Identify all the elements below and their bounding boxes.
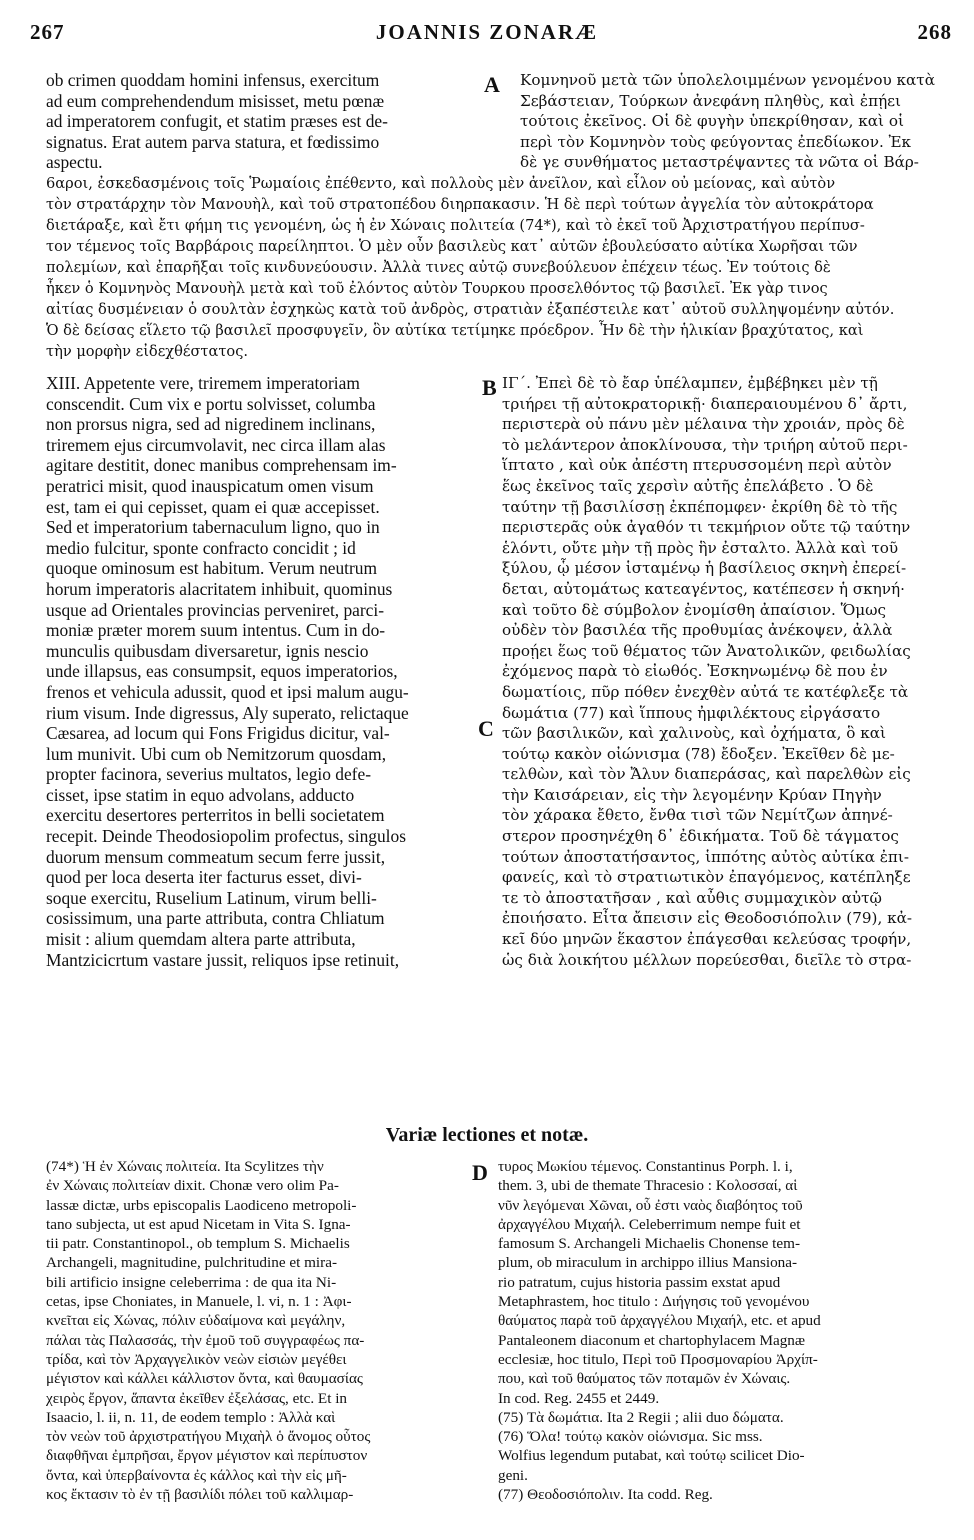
latin-line: agitare destitit, donec manibus comprehensam im-	[46, 455, 397, 476]
greek-line: οὐδὲν τὸν βασιλέα τῆς προθυμίας ἀνέκοψεν, ἀλλὰ	[502, 621, 893, 640]
greek-line: 6αροι, ἐσκεδασμένοις τοῖς Ῥωμαίοις ἐπέθεντο, καὶ πολλοὺς μὲν ἀνεῖλον, καὶ εἷλον οὐ μείονας, καὶ αὐτὸν	[46, 175, 836, 192]
latin-line: Cæsarea, ad locum qui Fons Frigidus dicitur, val-	[46, 723, 390, 744]
latin-column-b	[46, 373, 476, 970]
greek-line: τὸν χάρακα ἔθετο, ἔνθα τισὶ τῶν Νεμίτζων ἀπηνέ-	[502, 806, 893, 825]
latin-line: munculis quibusdam diversaretur, ignis nescio	[46, 640, 369, 661]
greek-line: τῶν βασιλικῶν, καὶ χαλινοὺς, καὶ ὀχήματα, ὃ καὶ	[502, 724, 886, 743]
note-line: tii patr. Constantinopol., ob templum S. Michaelis	[46, 1235, 350, 1253]
notes-left-column	[46, 1157, 466, 1504]
note-line: geni.	[498, 1466, 528, 1484]
latin-line: moniæ præter morem suum intentus. Cum in do-	[46, 620, 386, 641]
note-line: ecclesiæ, hoc titulo, Περὶ τοῦ Προσμοναρίου Ἀρχίπ-	[498, 1350, 818, 1368]
note-line: rio patratum, cujus historia passim exstat apud	[498, 1273, 781, 1291]
note-line: Isaacio, l. ii, n. 11, de eodem templo : Ἀλλὰ καὶ	[46, 1408, 336, 1426]
greek-full-width-text	[46, 173, 960, 362]
greek-line: ὡς διὰ λοικήτου μέλλων πορεύεσθαι, διεῖλε τὸ στρα-	[502, 950, 912, 969]
latin-line: non prorsus nigra, sed ad nigredinem inclinans,	[46, 414, 376, 435]
note-line: plum, ob miraculum in archippo illius Mansiona-	[498, 1254, 798, 1272]
latin-line: Sed et imperatorium tabernaculum ligno, quo in	[46, 517, 380, 538]
latin-line: cosissimum, una parte attributa, contra Chliatum	[46, 908, 385, 929]
greek-line: Σεβάστειαν, Τούρκων ἀνεφάνη πληθὺς, καὶ ἐπῄει	[520, 91, 901, 110]
section-marker-c: C	[478, 716, 494, 741]
latin-line: ob crimen quoddam homini infensus, exercitum	[46, 70, 380, 90]
note-line: Metaphrastem, hoc titulo : Διήγησις τοῦ γενομένου	[498, 1293, 810, 1311]
note-line: Pantaleonem diaconum et chartophylacem Magnæ	[498, 1331, 806, 1349]
latin-line: frenos et vehicula adussit, quod et ipsi malum augu-	[46, 681, 409, 702]
greek-line: τριήρει τῇ αὐτοκρατορικῇ· διαπεραιουμένου δ᾽ ἄρτι,	[502, 394, 908, 413]
greek-column-a	[520, 70, 960, 173]
section-marker-a: A	[484, 72, 500, 97]
left-page-number: 267	[30, 20, 65, 44]
greek-line: τελθὼν, καὶ τὸν Ἄλυν διαπεράσας, καὶ παρελθὼν εἰς	[502, 765, 911, 784]
section-marker-b: B	[482, 375, 497, 400]
greek-line: πολεμίων, καὶ ἐπαρῆξαι τοῖς κινδυνεύουσιν. Ἀλλὰ τινες αὐτῷ συνεβούλευον ἐπέχειν τέως. Ἐν τούτοις δὲ	[46, 259, 831, 276]
greek-line: Κομνηνοῦ μετὰ τῶν ὑπολελοιμμένων γενομένου κατὰ	[520, 71, 935, 89]
latin-line: lum munivit. Ubi cum ob Nemitzorum quosdam,	[46, 743, 387, 764]
latin-line: aspectu.	[46, 152, 103, 173]
note-line: cetas, ipse Choniates, in Manuele, l. vi, n. 1 : Ἀφι-	[46, 1293, 352, 1311]
greek-line: διετάραξε, καὶ ἔτι φήμη τις γενομένη, ὡς ἡ ἐν Χώναις πολιτεία (74*), καὶ τὸ ἐκεῖ τοῦ Ἀρχιστρατήγου περίπυσ-	[46, 217, 865, 234]
latin-line: est, tam ei qui cepisset, quam ei quæ accepisset.	[46, 496, 380, 517]
latin-line: propter facinora, severius multatos, legio defe-	[46, 764, 371, 785]
latin-line: XIII. Appetente vere, triremem imperatoriam	[46, 373, 360, 393]
note-line: κνεῖται εἰς Χώνας, πόλιν εὐδαίμονα καὶ μεγάλην,	[46, 1312, 346, 1330]
latin-line: exercitu desertores perterritos in belli societatem	[46, 805, 385, 826]
latin-line: rium visum. Inde digressus, Aly superato, relictaque	[46, 702, 409, 723]
latin-line: ad imperatorem confugit, et statim præses est de-	[46, 111, 388, 132]
latin-line: cisset, ipse statim in equo advolans, adducto	[46, 784, 355, 805]
latin-line: quoque ominosum est habitum. Verum neutrum	[46, 558, 378, 579]
greek-line: κεῖ δύο μηνῶν ἕκαστον ἐπάγεσθαι κελεύσας τροφήν,	[502, 930, 912, 949]
greek-line: προῄει ἕως τοῦ θέματος τῶν Ἀνατολικῶν, φειδωλίας	[502, 641, 911, 660]
note-line: χειρὸς ἔργον, ἅπαντα ἐκεῖθεν ἐξελάσας, etc. Et in	[46, 1389, 348, 1407]
greek-line: Ὁ δὲ δείσας εἵλετο τῷ βασιλεῖ προσφυγεῖν, ὃν αὐτίκα τετίμηκε πρόεδρον. Ἦν δὲ τὴν ἡλικίαν βραχύτατος, καὶ	[46, 322, 864, 339]
greek-line: τὴν Καισάρειαν, εἰς τὴν λεγομένην Κρύαν Πηγὴν	[502, 785, 882, 804]
greek-line: αἰτίας δυσμένειαν ὁ σουλτὰν ἐσχηκὼς κατὰ τοῦ ἀνδρὸς, στρατιὰν ἐξαπέστειλε κατ᾽ αὐτοῦ συλληψομένην αὐτόν.	[46, 301, 895, 318]
latin-line: conscendit. Cum vix e portu solvisset, columba	[46, 393, 376, 414]
greek-line: ἧκεν ὁ Κομνηνὸς Μανουὴλ μετὰ καὶ τοῦ ἐλόντος αὐτὸν Τουρκου προσελθόντος τῷ βασιλεῖ. Ἐκ γὰρ τινος	[46, 280, 828, 297]
section-marker-d: D	[472, 1160, 488, 1185]
latin-column-a	[46, 70, 476, 173]
greek-column-b	[502, 373, 960, 970]
greek-line: περιστερᾶς οὐκ ἀγαθόν τι τεκμήριον οὔτε τῷ ταύτην	[502, 518, 911, 537]
notes-right-column	[498, 1157, 960, 1504]
greek-line: τούτῳ κακὸν οἰώνισμα (78) ἔδοξεν. Ἐκεῖθεν δὲ με-	[502, 744, 895, 763]
latin-line: Mantzicicrtum vastare jussit, reliquos ipse retinuit,	[46, 949, 400, 970]
note-line: tano subjecta, ut est apud Nicetam in Vita S. Igna-	[46, 1215, 351, 1233]
note-line: που, καὶ τοῦ θαύματος τῶν ποταμῶν ἐν Χώναις.	[498, 1370, 791, 1388]
greek-line: τε τὸ ἀποστατῆσαν , καὶ αὖθις συμμαχικὸν αὐτῷ	[502, 888, 882, 907]
latin-line: triremem ejus circumvolavit, nec circa illam alas	[46, 434, 386, 455]
note-line: ἐν Χώναις πολιτείαν dixit. Chonæ vero olim Pa-	[46, 1177, 339, 1195]
greek-line: τὸ μελάντερον ἀποκλίνουσα, τὴν τριήρη αὐτοῦ περι-	[502, 435, 908, 454]
greek-line: ξύλου, ᾧ μέσον ἱσταμένῳ ἡ βασίλειος σκηνὴ ἐπερεί-	[502, 559, 907, 578]
latin-line: medio fulcitur, sponte confracto concidit ; id	[46, 537, 356, 558]
latin-line: quod per loca deserta iter facturus esset, divi-	[46, 867, 362, 888]
right-page-number: 268	[917, 20, 952, 44]
greek-line: ΙΓ΄. Ἐπεὶ δὲ τὸ ἔαρ ὑπέλαμπεν, ἐμβέβηκει μὲν τῇ	[502, 374, 878, 392]
latin-line: recepit. Deinde Theodosiopolim profectus, singulos	[46, 826, 406, 847]
latin-line: peratrici misit, quod inauspicatum omen visum	[46, 475, 374, 496]
note-line: bili artificio insigne celeberrima : de qua ita Ni-	[46, 1273, 337, 1291]
note-line: (74*) Ἡ ἐν Χώναις πολιτεία. Ita Scylitzes τὴν	[46, 1158, 324, 1175]
note-line: νῦν λεγόμεναι Χῶναι, οὗ ἐστι ναὸς διαβόητος τοῦ	[498, 1196, 803, 1214]
greek-line: ἵπτατο , καὶ οὐκ ἀπέστη πτερυσσομένη περὶ αὐτὸν	[502, 456, 892, 475]
note-line: τυρος Μωκίου τέμενος. Constantinus Porph. l. i,	[498, 1158, 793, 1175]
note-line: them. 3, ubi de themate Thracesio : Κολοσσαί, αἱ	[498, 1177, 798, 1195]
greek-line: τον τέμενος τοῖς Βαρβάροις παρείληπτοι. Ὁ μὲν οὖν βασιλεὺς κατ᾽ αὐτῶν ἐβουλεύσατο αὐτίκα Χωρῆσαι τῶν	[46, 238, 858, 255]
note-line: ὄντα, καὶ ὑπερβαίνοντα ἐς κάλλος καὶ τὴν εἰς μῆ-	[46, 1466, 347, 1484]
note-line: μέγιστον καὶ κάλλει κάλλιστον ὄντα, καὶ θαυμασίας	[46, 1370, 363, 1388]
greek-line: περιστερὰ οὐ πάνυ μὲν μέλαινα τὴν χροιάν, πρὸς δὲ	[502, 415, 905, 434]
greek-line: φανείς, καὶ τὸ στρατιωτικὸν ἐπαγόμενος, κατέπληξε	[502, 868, 911, 887]
note-line: (77) Θεοδοσιόπολιν. Ita codd. Reg.	[498, 1486, 713, 1504]
note-line: θαύματος παρὰ τοῦ ἀρχαγγέλου Μιχαήλ, etc. et apud	[498, 1312, 821, 1330]
note-line: (75) Τὰ δωμάτια. Ita 2 Regii ; alii duo δώματα.	[498, 1408, 784, 1426]
note-line: lassæ dictæ, urbs episcopalis Laodiceno metropoli-	[46, 1196, 357, 1214]
greek-line: στερον προσηνέχθη δ᾽ ἐδικήματα. Τοῦ δὲ τάγματος	[502, 827, 899, 846]
latin-line: duorum mensum commeatum secum ferre jussit,	[46, 846, 386, 867]
note-line: κος ἔκτασιν τὸ ἐν τῇ βασιλίδι πόλει τοῦ καλλιμαρ-	[46, 1486, 354, 1504]
greek-line: δεται, αὐτομάτως κατεαγέντος, κατέπεσεν ἡ σκηνή·	[502, 579, 905, 598]
note-line: τρίδα, καὶ τὸν Ἀρχαγγελικὸν νεὼν εἰσιὼν μεγέθει	[46, 1350, 347, 1368]
greek-line: δωμάτια (77) καὶ ἵππους ἠμφιλέκτους εἰργάσατο	[502, 703, 881, 722]
greek-line: τὸν στρατάρχην τὸν Μανουὴλ, καὶ τοῦ στρατοπέδου διηρπακασιν. Ἡ δὲ περὶ τούτων ἀγγελία τὸν αὐτοκράτορα	[46, 196, 874, 213]
latin-line: ad eum comprehendendum misisset, metu pœnæ	[46, 90, 385, 111]
notes-title: Variæ lectiones et notæ.	[385, 1124, 589, 1146]
note-line: famosum S. Archangeli Michaelis Chonense tem-	[498, 1235, 800, 1253]
greek-line: ἐχόμενος παρὰ τὸ εἰωθός. Ἐσκηνωμένῳ δὲ που ἐν	[502, 662, 888, 681]
latin-line: soque exercitu, Ruselium Latinum, virum belli-	[46, 887, 377, 908]
greek-line: δωματίοις, πῦρ πόθεν ἐνεχθὲν αὐτά τε κατέφλεξε τὰ	[502, 682, 909, 701]
greek-line: δὲ γε συνθήματος μεταστρέψαντες τὰ νῶτα οἱ Βάρ-	[520, 153, 919, 172]
greek-line: τὴν μορφὴν εἰδεχθέστατος.	[46, 343, 249, 360]
greek-line: τούτοις ἐκεῖνος. Οἱ δὲ φυγὴν ὑπεκρίθησαν, καὶ οἱ	[520, 112, 904, 131]
greek-line: ἕως ἐκεῖνος ταῖς χερσὶν αὐτῆς ἐπελάβετο . Ὁ δὲ	[502, 476, 874, 495]
greek-line: καὶ τοῦτο δὲ σύμβολον ἐνομίσθη ἀπαίσιον. Ὅμως	[502, 600, 887, 619]
note-line: Wolfius legendum putabat, καὶ τούτῳ scilicet Dio-	[498, 1447, 805, 1465]
greek-line: ἑλόντι, οὔτε μὴν τῇ πρὸς ἣν ἐσταλτο. Ἀλλὰ καὶ τοῦ	[502, 538, 899, 557]
latin-line: unde illapsus, eas consumpsit, equos imperatorios,	[46, 661, 398, 682]
note-line: τὸν νεὼν τοῦ ἀρχιστρατήγου Μιχαὴλ ὁ ἄνομος οὗτος	[46, 1428, 371, 1446]
greek-line: ἐποιήσατο. Εἶτα ἄπεισιν εἰς Θεοδοσιόπολιν (79), κἀ-	[502, 909, 912, 928]
note-line: (76) Ὅλα! τούτῳ κακὸν οἰώνισμα. Sic mss.	[498, 1428, 763, 1446]
latin-line: usque ad Orientales provincias perveniret, parci-	[46, 599, 385, 620]
greek-line: ταύτην τῇ βασιλίσσῃ ἐκπέπομφεν· ἐκρίθη δὲ τὸ τῆς	[502, 497, 898, 516]
note-line: Archangeli, magnitudine, pulchritudine et mira-	[46, 1254, 338, 1272]
latin-line: misit : alium quemdam altera parte attributa,	[46, 929, 356, 950]
note-line: In cod. Reg. 2455 et 2449.	[498, 1389, 660, 1407]
greek-line: περὶ τὸν Κομνηνὸν τοὺς φεύγοντας ἐπεδίωκον. Ἐκ	[520, 132, 912, 151]
greek-line: τούτων ἀποστατήσαντος, ἱππότης αὐτὸς αὐτίκα ἐπι-	[502, 847, 909, 866]
running-title: JOANNIS ZONARÆ	[375, 20, 599, 44]
note-line: διαφθῆναι ἐμπρῆσαι, ἔργον μέγιστον καὶ περίπυστον	[46, 1447, 368, 1465]
note-line: πάλαι τὰς Παλασσάς, τὴν ἐμοῦ τοῦ συγγραφέως πα-	[46, 1331, 365, 1349]
latin-line: signatus. Erat autem parva statura, et fœdissimo	[46, 131, 380, 152]
note-line: ἀρχαγγέλου Μιχαήλ. Celeberrimum nempe fuit et	[498, 1215, 801, 1233]
latin-line: horum imperatoris alacritatem inhibuit, quominus	[46, 578, 393, 599]
